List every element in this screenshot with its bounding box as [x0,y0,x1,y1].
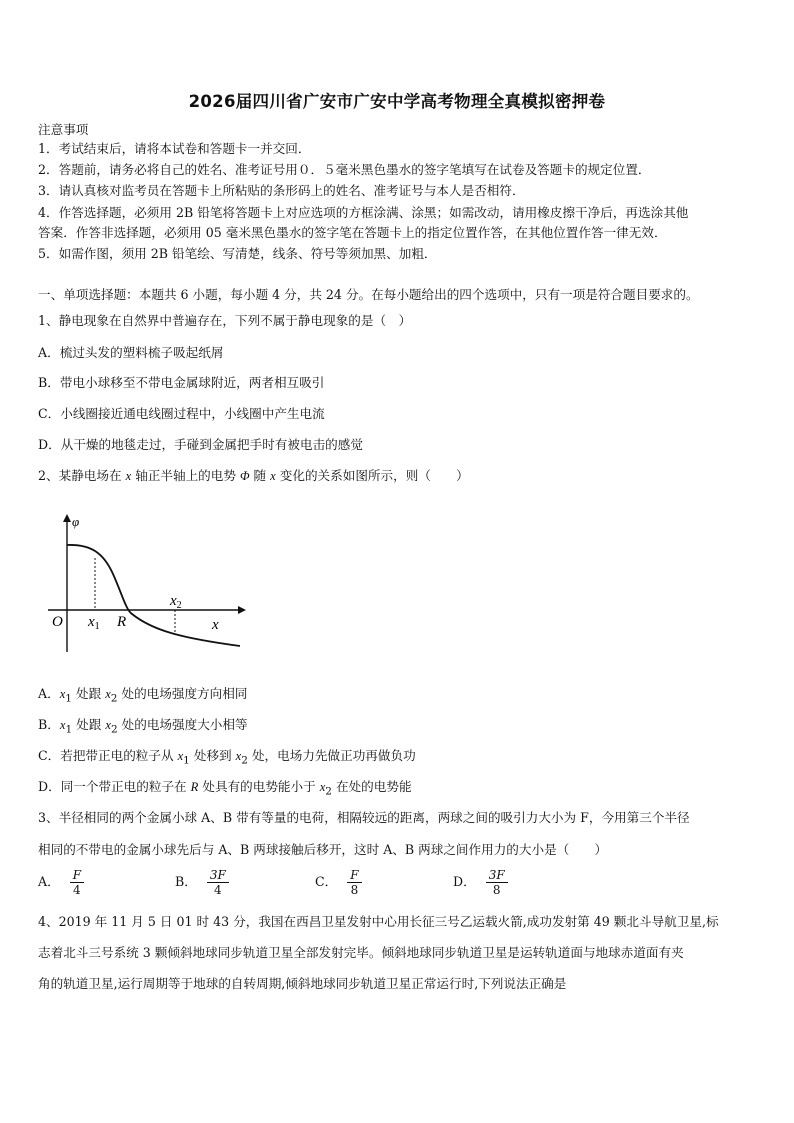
question-2-stem: 2、某静电场在 x 轴正半轴上的电势 Φ 随 x 变化的关系如图所示，则（ ） [38,468,469,483]
notice-item: 5．如需作图，须用 2B 铅笔绘、写清楚，线条、符号等须加黑、加粗． [38,246,437,261]
notice-item: 4．作答选择题，必须用 2B 铅笔将答题卡上对应选项的方框涂满、涂黑；如需改动，请用橡皮擦干净后，再选涂其他 [38,205,689,220]
potential-graph [40,512,250,657]
notice-item: 答案．作答非选择题，必须用 05 毫米黑色墨水的签字笔在答题卡上的指定位置作答，在其他位置作答一律无效． [38,225,667,240]
question-1-stem: 1、静电现象在自然界中普遍存在，下列不属于静电现象的是（ ） [38,313,412,328]
question-1-option-a: A．梳过头发的塑料梳子吸起纸屑 [38,345,224,360]
graph-label-x-axis: x [212,617,219,633]
question-3-option-c: C． $\frac{F}{8}$ [315,868,362,897]
question-4-stem: 4、2019 年 11 月 5 日 01 时 43 分，我国在西昌卫星发射中心用长征三号乙运载火箭,成功发射第 49 颗北斗导航卫星,标 [38,914,719,929]
graph-label-origin: O [52,614,63,630]
notice-heading: 注意事项 [38,122,89,137]
notice-item: 3．请认真核对监考员在答题卡上所粘贴的条形码上的姓名、准考证号与本人是否相符． [38,183,525,198]
question-4-stem-cont: 角的轨道卫星,运行周期等于地球的自转周期,倾斜地球同步轨道卫星正常运行时,下列说法正确是 [38,976,567,991]
question-1-option-d: D．从干燥的地毯走过，手碰到金属把手时有被电击的感觉 [38,437,363,452]
question-3-option-a: A． $\frac{F}{4}$ [38,868,84,897]
question-3-stem: 3、半径相同的两个金属小球 A、B 带有等量的电荷，相隔较远的距离，两球之间的吸引力大小为 F，今用第三个半径 [38,810,690,825]
question-2-option-b: B．$x_1$ 处跟 $x_2$ 处的电场强度大小相等 [38,717,248,736]
graph-label-phi: φ [72,514,80,529]
question-3-option-b: B． $\frac{3F}{4}$ [175,868,229,897]
notice-item: 1．考试结束后，请将本试卷和答题卡一并交回． [38,141,311,156]
section-heading: 一、单项选择题：本题共 6 小题，每小题 4 分，共 24 分。在每小题给出的四个选项中，只有一项是符合题目要求的。 [38,287,699,302]
question-2-option-d: D．同一个带正电的粒子在 R 处具有的电势能小于 $x_2$ 在处的电势能 [38,779,412,798]
question-3-stem-cont: 相同的不带电的金属小球先后与 A、B 两球接触后移开，这时 A、B 两球之间作用力的大小是（ ） [38,842,608,857]
question-1-option-b: B．带电小球移至不带电金属球附近，两者相互吸引 [38,375,325,390]
graph-label-r: R [117,614,127,630]
graph-label-x2: $x_2$ [170,593,182,611]
question-4-stem-cont: 志着北斗三号系统 3 颗倾斜地球同步轨道卫星全部发射完毕。倾斜地球同步轨道卫星是运转轨道面与地球赤道面有夹 [38,945,684,960]
graph-label-x1: $x_1$ [88,614,100,632]
question-1-option-c: C．小线圈接近通电线圈过程中，小线圈中产生电流 [38,406,325,421]
page-title: 2026届四川省广安市广安中学高考物理全真模拟密押卷 [188,92,606,111]
question-2-option-c: C．若把带正电的粒子从 $x_1$ 处移到 $x_2$ 处，电场力先做正功再做负功 [38,748,416,767]
notice-item: 2．答题前，请务必将自己的姓名、准考证号用０．５毫米黑色墨水的签字笔填写在试卷及答题卡的规定位置． [38,162,651,177]
question-3-option-d: D． $\frac{3F}{8}$ [453,868,508,897]
question-2-option-a: A．$x_1$ 处跟 $x_2$ 处的电场强度方向相同 [38,686,248,705]
